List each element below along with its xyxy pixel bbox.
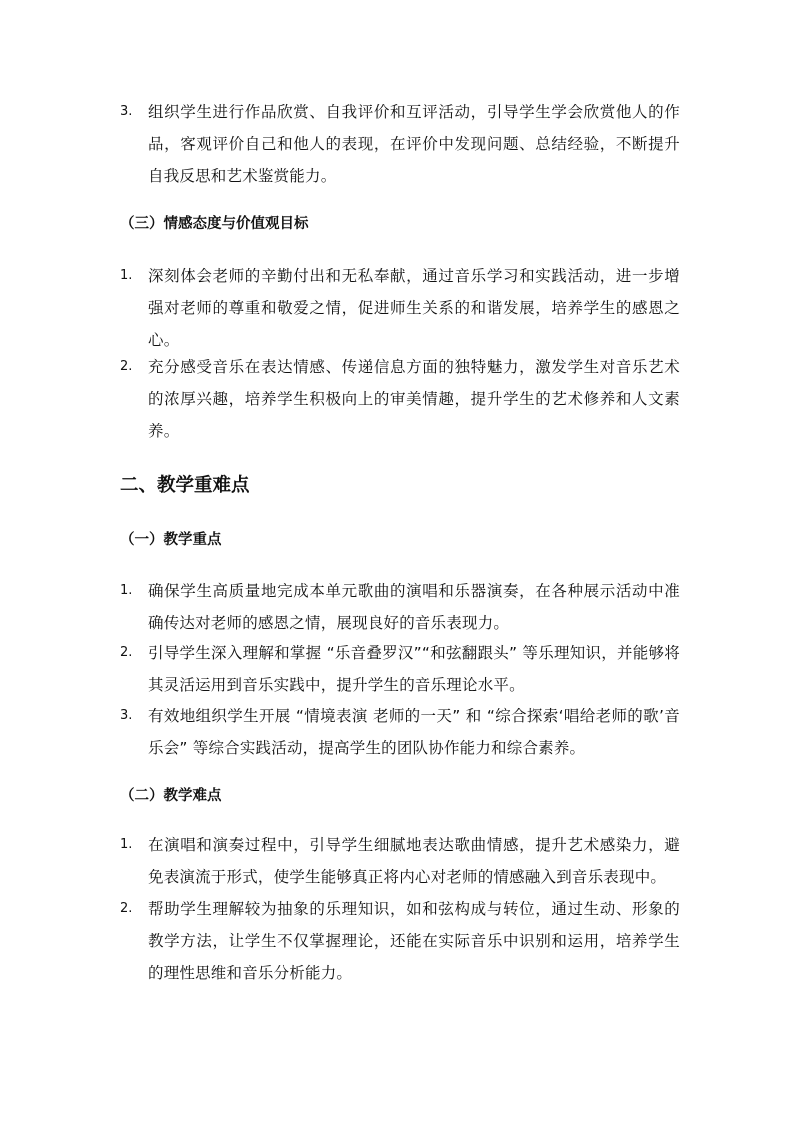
list-item-text: 深刻体会老师的辛勤付出和无私奉献，通过音乐学习和实践活动，进一步增强对老师的尊重和敬爱之情，促进师生关系的和谐发展，培养学生的感恩之心。 xyxy=(148,267,680,349)
section-heading-difficult-points: （二）教学难点 xyxy=(120,788,222,804)
section-heading-affective-goals: （三）情感态度与价值观目标 xyxy=(120,216,309,232)
list-item xyxy=(120,637,680,701)
list-item-text: 有效地组织学生开展 “情境表演 老师的一天” 和 “综合探索‘唱给老师的歌’音乐会” 等综合实践活动，提高学生的团队协作能力和综合素养。 xyxy=(148,707,680,757)
list-item-number: 3. xyxy=(120,708,133,723)
list-item xyxy=(120,260,680,356)
list-item xyxy=(120,700,680,764)
list-item-text: 帮助学生理解较为抽象的乐理知识，如和弦构成与转位，通过生动、形象的教学方法，让学生不仅掌握理论，还能在实际音乐中识别和运用，培养学生的理性思维和音乐分析能力。 xyxy=(148,900,680,982)
list-item-text: 充分感受音乐在表达情感、传递信息方面的独特魅力，激发学生对音乐艺术的浓厚兴趣，培养学生积极向上的审美情趣，提升学生的艺术修养和人文素养。 xyxy=(148,358,680,440)
list-item xyxy=(120,893,680,989)
list-item-text: 在演唱和演奏过程中，引导学生细腻地表达歌曲情感，提升艺术感染力，避免表演流于形式，使学生能够真正将内心对老师的情感融入到音乐表现中。 xyxy=(148,836,680,886)
list-item-text: 引导学生深入理解和掌握 “乐音叠罗汉”“和弦翻跟头” 等乐理知识，并能够将其灵活运用到音乐实践中，提升学生的音乐理论水平。 xyxy=(148,644,680,694)
list-item xyxy=(120,829,680,893)
list-item-number: 1. xyxy=(120,837,133,852)
list-item-number: 2. xyxy=(120,645,133,660)
list-item-number: 2. xyxy=(120,901,133,916)
list-item-text: 确保学生高质量地完成本单元歌曲的演唱和乐器演奏，在各种展示活动中准确传达对老师的感恩之情，展现良好的音乐表现力。 xyxy=(148,582,680,632)
list-item xyxy=(120,351,680,447)
list-item xyxy=(120,96,680,192)
section-heading-key-points: （一）教学重点 xyxy=(120,532,222,548)
list-item-text: 组织学生进行作品欣赏、自我评价和互评活动，引导学生学会欣赏他人的作品，客观评价自己和他人的表现，在评价中发现问题、总结经验，不断提升自我反思和艺术鉴赏能力。 xyxy=(148,103,680,185)
list-item-number: 1. xyxy=(120,268,133,283)
list-item-number: 3. xyxy=(120,104,133,119)
main-heading-key-difficult-points: 二、教学重难点 xyxy=(120,475,250,496)
list-item-number: 1. xyxy=(120,583,133,598)
list-item xyxy=(120,575,680,639)
list-item-number: 2. xyxy=(120,359,133,374)
